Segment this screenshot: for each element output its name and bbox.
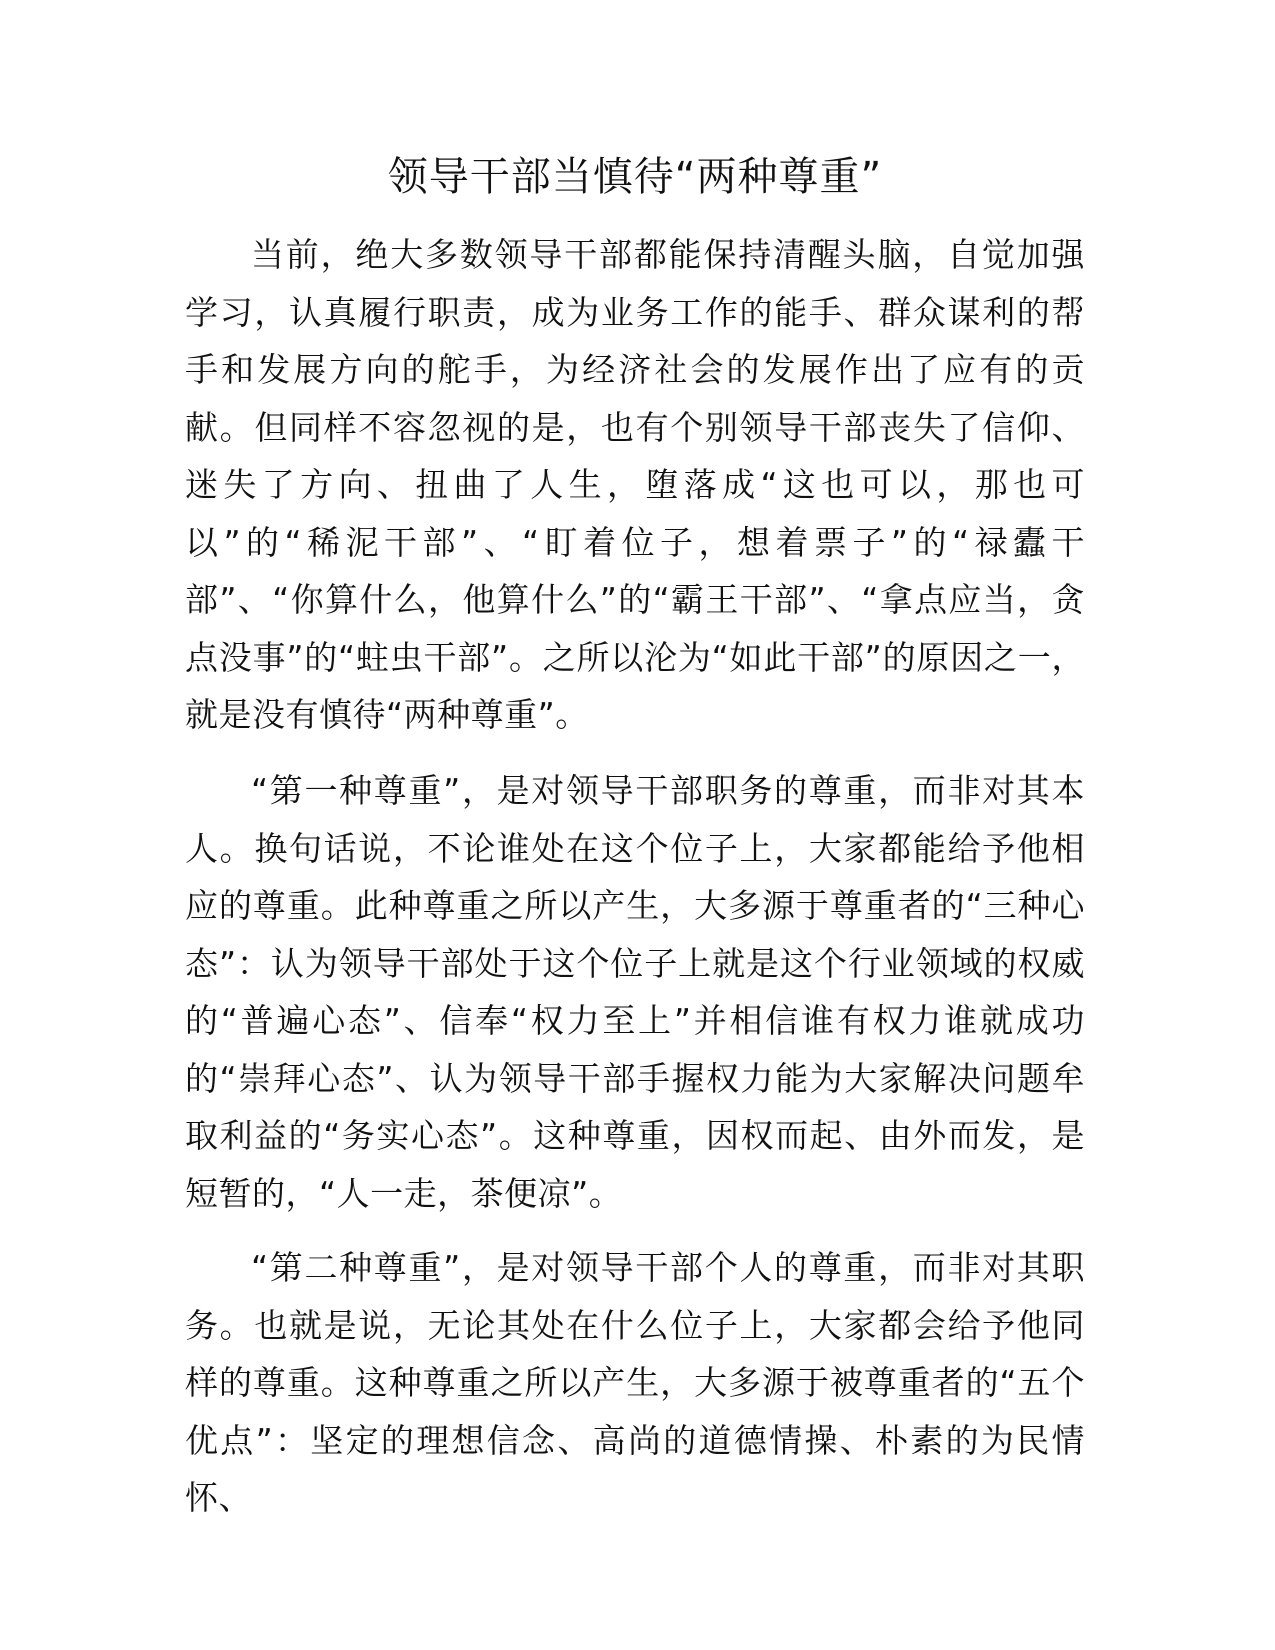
paragraph-3: “第二种尊重”，是对领导干部个人的尊重，而非对其职务。也就是说，无论其处在什么位子上，大家都会给予他同样的尊重。这种尊重之所以产生，大多源于被尊重者的“五个优点”：坚定的理想信念、高尚的道德情操、朴素的为民情怀、 [185, 1248, 1085, 1517]
paragraph-1: 当前，绝大多数领导干部都能保持清醒头脑，自觉加强学习，认真履行职责，成为业务工作的能手、群众谋利的帮手和发展方向的舵手，为经济社会的发展作出了应有的贡献。但同样不容忽视的是，也有个别领导干部丧失了信仰、迷失了方向、扭曲了人生，堕落成“这也可以，那也可以”的“稀泥干部”、“盯着位子，想着票子”的“禄蠹干部”、“你算什么，他算什么”的“霸王干部”、“拿点应当，贪点没事”的“蛀虫干部”。之所以沦为“如此干部”的原因之一，就是没有慎待“两种尊重”。 [185, 235, 1085, 734]
paragraph-2: “第一种尊重”，是对领导干部职务的尊重，而非对其本人。换句话说，不论谁处在这个位子上，大家都能给予他相应的尊重。此种尊重之所以产生，大多源于尊重者的“三种心态”：认为领导干部处于这个位子上就是这个行业领域的权威的“普遍心态”、信奉“权力至上”并相信谁有权力谁就成功的“崇拜心态”、认为领导干部手握权力能为大家解决问题牟取利益的“务实心态”。这种尊重，因权而起、由外而发，是短暂的，“人一走，茶便凉”。 [185, 771, 1085, 1213]
document-title: 领导干部当慎待“两种尊重” [387, 154, 883, 200]
